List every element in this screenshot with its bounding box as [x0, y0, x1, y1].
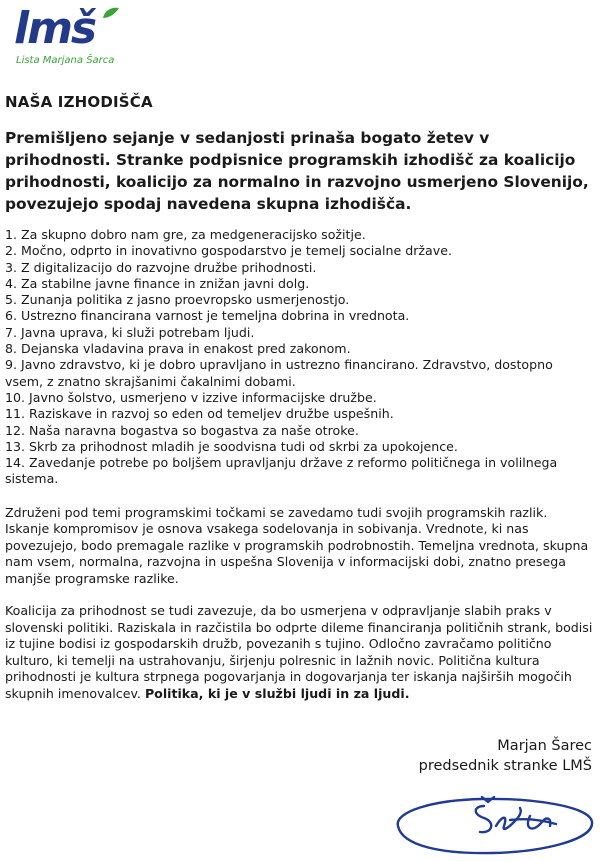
list-item: 3. Z digitalizacijo do razvojne družbe prihodnosti. [5, 259, 317, 275]
page-title: NAŠA IZHODIŠČA [5, 93, 153, 111]
list-item: 7. Javna uprava, ki služi potrebam ljudi. [5, 324, 255, 340]
list-item: 1. Za skupno dobro nam gre, za medgeneracijsko sožitje. [5, 227, 366, 242]
logo-wordmark: lmš [14, 3, 96, 54]
handwritten-signature [392, 782, 596, 860]
list-item: 2. Močno, odprto in inovativno gospodarstvo je temelj socialne države. [5, 243, 452, 259]
list-item: 9. Javno zdravstvo, ki je dobro upravljano in ustrezno financirano. Zdravstvo, dostopno vsem, z znatno skrajšanimi čakalnimi dobami. [5, 357, 553, 389]
paragraph-differences: Združeni pod temi programskimi točkami se zavedamo tudi svojih programskih razlik. Iskanje kompromisov je osnova vsakega sodelovanja in sobivanja. Vrednote, ki nas povezujejo, bodo premagale razlike v programskih podrobnostih. Temeljna vrednota, skupna nam vsem, normalna, razvojna in uspešna Slovenija v informacijski dobi, znatno presega manjše programske razlike. [5, 504, 589, 586]
list-item: 5. Zunanja politika z jasno proevropsko usmerjenostjo. [5, 292, 350, 308]
signatory-title: predsednik stranke LMŠ [418, 758, 592, 774]
points-list [5, 227, 593, 488]
list-item: 6. Ustrezno financirana varnost je temeljna dobrina in vrednota. [5, 308, 410, 324]
paragraph-commitments [5, 603, 593, 702]
list-item: 12. Naša naravna bogastva so bogastva za naše otroke. [5, 422, 359, 438]
list-item: 10. Javno šolstvo, usmerjeno v izzive informacijske družbe. [5, 389, 377, 405]
list-item: 4. Za stabilne javne finance in znižan javni dolg. [5, 275, 310, 291]
logo-subtitle: Lista Marjana Šarca [16, 55, 115, 66]
intro-paragraph: Premišljeno sejanje v sedanjosti prinaša bogato žetev v prihodnosti. Stranke podpisnice programskih izhodišč za koalicijo prihodnosti, koalicijo za normalno in razvojno usmerjeno Slovenijo, povezujejo spodaj navedena skupna izhodišča. [5, 129, 589, 213]
leaf-icon [101, 6, 121, 20]
signatory-name: Marjan Šarec [497, 738, 592, 754]
closing-slogan: Politika, ki je v službi ljudi in za ljudi. [144, 685, 410, 701]
paragraph-commitments-text: Koalicija za prihodnost se tudi zavezuje, da bo usmerjena v odpravljanje slabih praks v slovenski politiki. Raziskala in razčistila bo odprte dileme financiranja političnih strank, bodisi iz tujine bodisi iz gospodarskih družb, povezanih s tujino. Odločno zavračamo politično kulturo, ki temelji na ustrahovanju, širjenju polresnic in lažnih novic. Politična kultura prihodnosti je kultura strpnega pogovarjanja in dogovarjanja ter iskanja najširših mogočih skupnih imenovalcev. [5, 603, 593, 701]
list-item: 13. Skrb za prihodnost mladih je soodvisna tudi od skrbi za upokojence. [5, 438, 458, 454]
party-logo [14, 4, 124, 66]
list-item: 8. Dejanska vladavina prava in enakost pred zakonom. [5, 341, 351, 357]
list-item: 14. Zavedanje potrebe po boljšem upravljanju države z reformo političnega in volilnega sistema. [5, 455, 558, 487]
document-body [5, 92, 593, 718]
list-item: 11. Raziskave in razvoj so eden od temeljev družbe uspešnih. [5, 406, 394, 422]
